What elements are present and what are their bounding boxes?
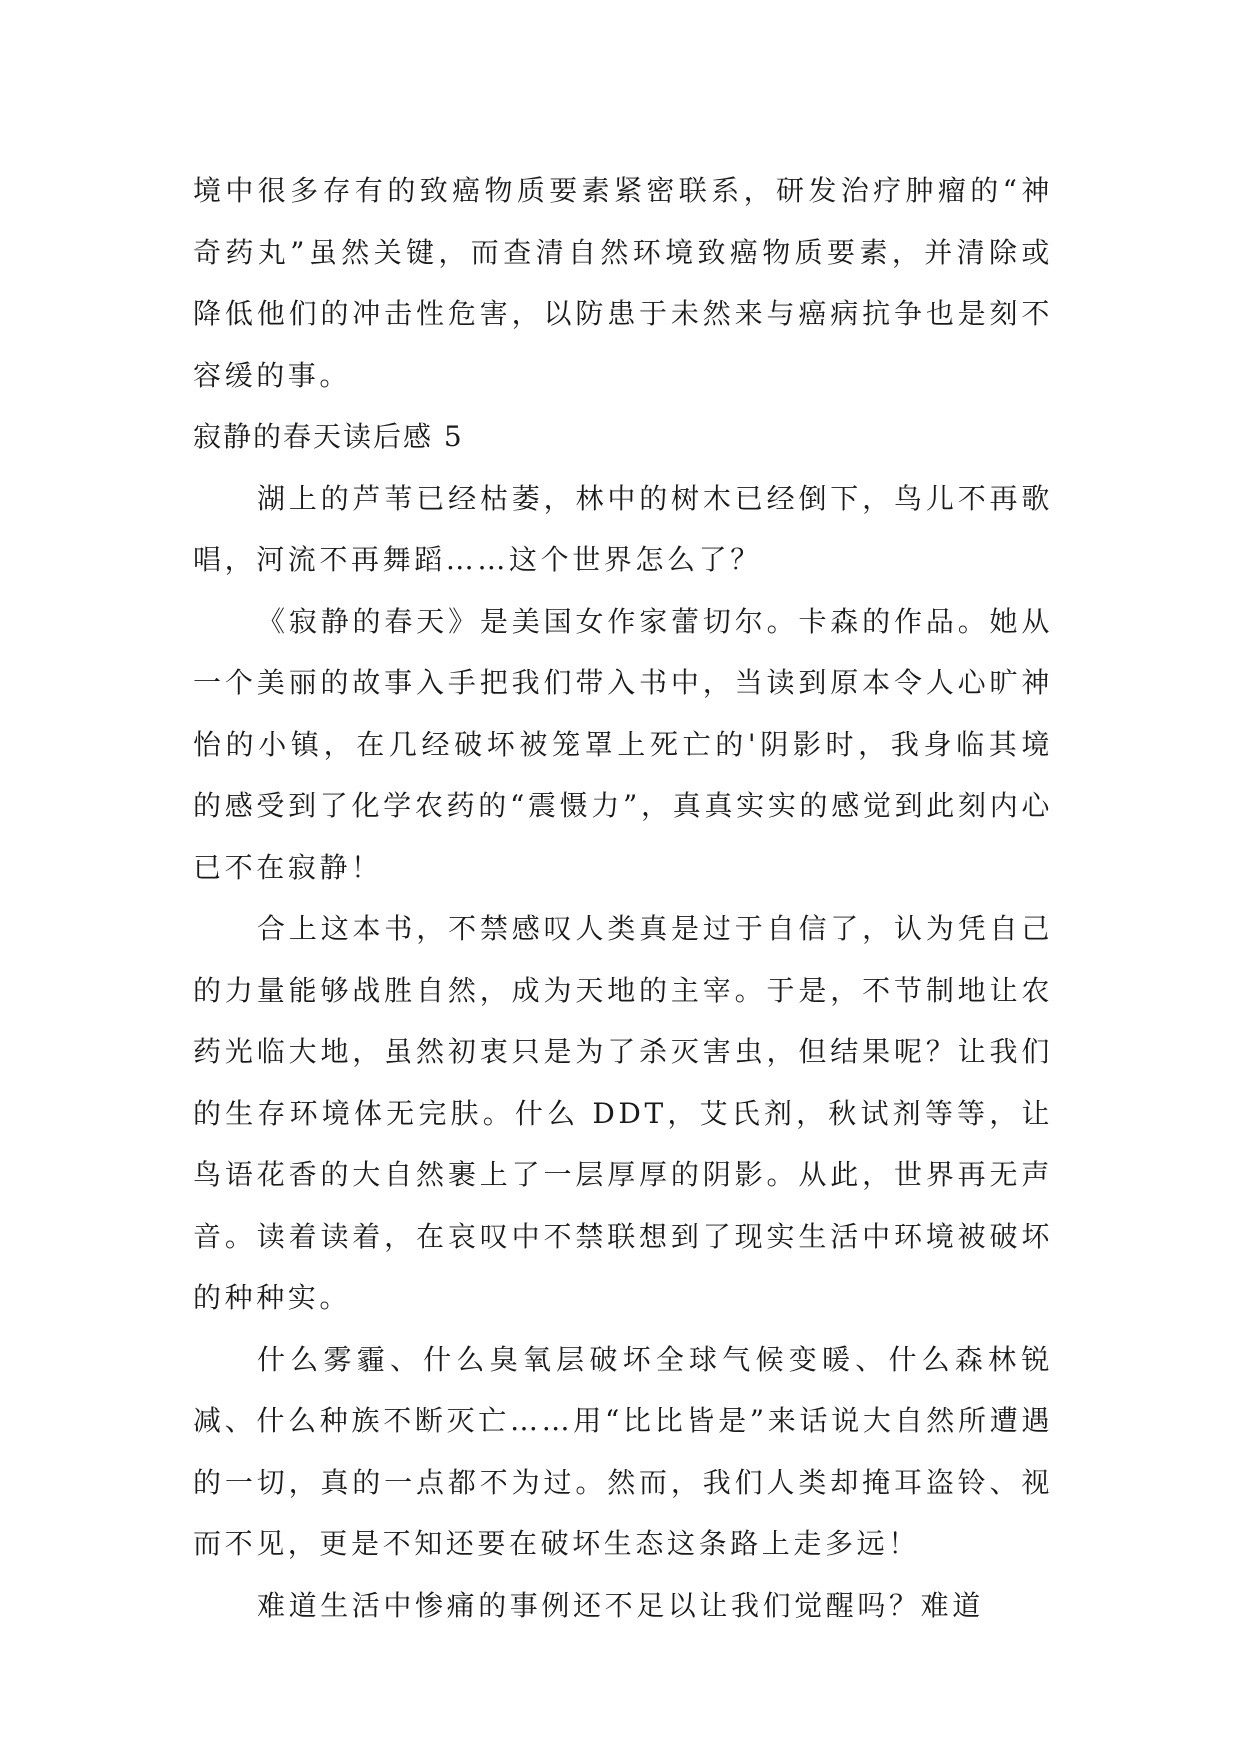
document-body bbox=[193, 160, 1053, 1636]
section-heading: 寂静的春天读后感 5 bbox=[193, 420, 464, 453]
paragraph-truncated: 难道生活中惨痛的事例还不足以让我们觉醒吗？难道 bbox=[257, 1588, 984, 1622]
paragraph-continued: 境中很多存有的致癌物质要素紧密联系，研发治疗肿瘤的“神奇药丸”虽然关键，而查清自然环境致癌物质要素，并清除或降低他们的冲击性危害，以防患于未然来与癌病抗争也是刻不容缓的事。 bbox=[193, 174, 1053, 392]
paragraph: 什么雾霾、什么臭氧层破坏全球气候变暖、什么森林锐减、什么种族不断灭亡……用“比比皆是”来话说大自然所遭遇的一切，真的一点都不为过。然而，我们人类却掩耳盗铃、视而不见，更是不知还要在破坏生态这条路上走多远！ bbox=[193, 1342, 1053, 1560]
paragraph: 合上这本书，不禁感叹人类真是过于自信了，认为凭自己的力量能够战胜自然，成为天地的主宰。于是，不节制地让农药光临大地，虽然初衷只是为了杀灭害虫，但结果呢？让我们的生存环境体无完肤。什么 DDT，艾氏剂，秋试剂等等，让鸟语花香的大自然裹上了一层厚厚的阴影。从此，世界再无声音。读着读着，在哀叹中不禁联想到了现实生活中环境被破坏的种种实。 bbox=[193, 912, 1053, 1314]
paragraph: 《寂静的春天》是美国女作家蕾切尔。卡森的作品。她从一个美丽的故事入手把我们带入书中，当读到原本令人心旷神怡的小镇，在几经破坏被笼罩上死亡的'阴影时，我身临其境的感受到了化学农药的“震慑力”，真真实实的感觉到此刻内心已不在寂静！ bbox=[193, 604, 1053, 884]
paragraph: 湖上的芦苇已经枯萎，林中的树木已经倒下，鸟儿不再歌唱，河流不再舞蹈……这个世界怎么了？ bbox=[193, 481, 1053, 576]
